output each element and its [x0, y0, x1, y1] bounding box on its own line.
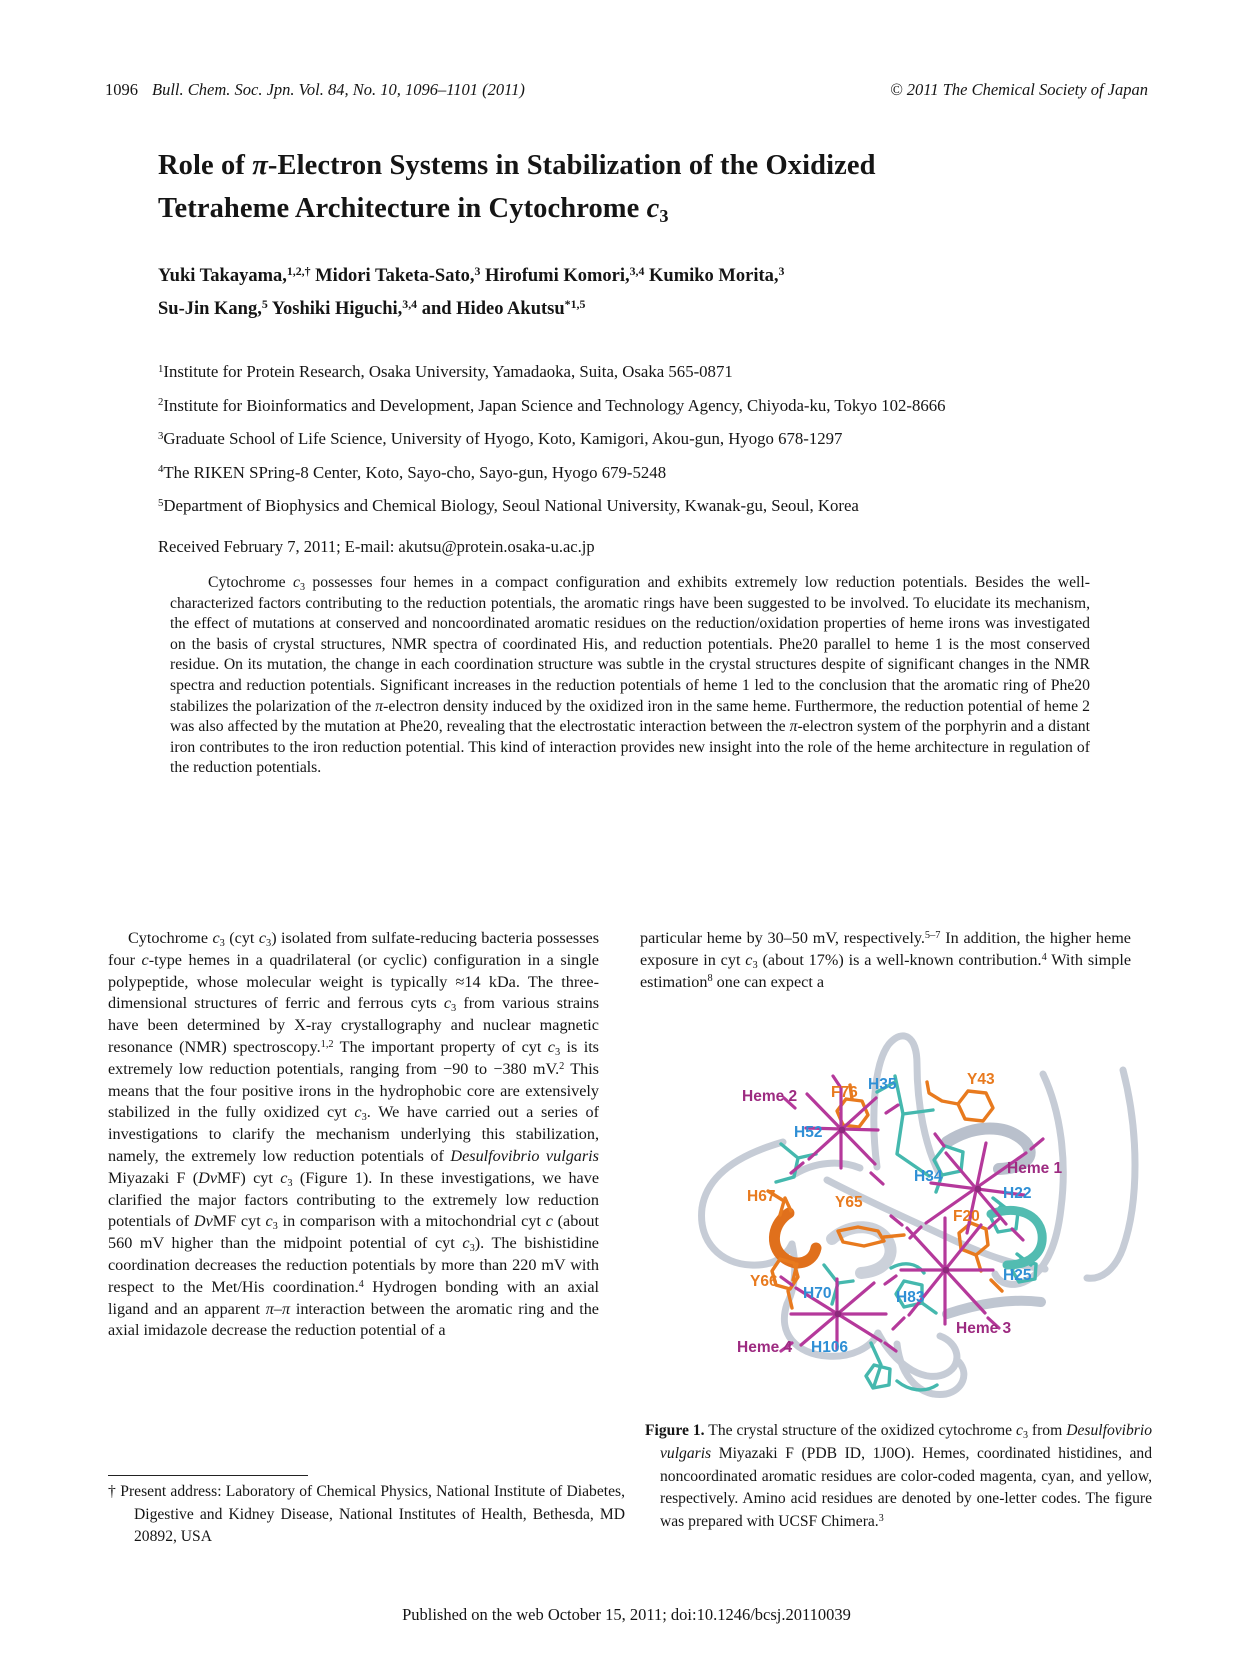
figure-label-h67: H67 — [747, 1188, 776, 1205]
journal-info: Bull. Chem. Soc. Jpn. Vol. 84, No. 10, 1096–1101 (2011) — [152, 80, 525, 99]
figure-label-heme-1: Heme 1 — [1007, 1160, 1063, 1177]
affiliation-line: $^5$Department of Biophysics and Chemical Biology, Seoul National University, Kwanak-gu, Seoul, Korea — [158, 496, 859, 515]
figure-label-y66: Y66 — [750, 1273, 778, 1290]
figure-label-h34: H34 — [914, 1168, 943, 1185]
body-right-column: particular heme by 30–50 mV, respectively.$^{5-7}$ In addition, the higher heme exposure in cyt $c_3$ (about 17%) is a well-known contribution.$^4$ With simple estimation$^8$ one can expect a — [640, 929, 1131, 991]
figure-label-h52: H52 — [794, 1124, 823, 1141]
article-title-line2: Tetraheme Architecture in Cytochrome $c_3$ — [158, 193, 669, 227]
affiliation-line: $^3$Graduate School of Life Science, University of Hyogo, Koto, Kamigori, Akou-gun, Hyogo 678-1297 — [158, 429, 843, 448]
article-title-line1: Role of π-Electron Systems in Stabilization of the Oxidized — [158, 150, 876, 181]
figure-panel — [645, 1012, 1165, 1404]
publication-footer: Published on the web October 15, 2011; doi:10.1246/bcsj.20110039 — [402, 1605, 851, 1624]
figure-label-y65: Y65 — [835, 1194, 863, 1211]
author-line2: Su-Jin Kang,$^5$ Yoshiki Higuchi,$^{3,4}$ and Hideo Akutsu$^{*1,5}$ — [158, 297, 586, 319]
author-line1: Yuki Takayama,$^{1,2,\dagger}$ Midori Taketa-Sato,$^3$ Hirofumi Komori,$^{3,4}$ Kumiko Morita,$^3$ — [158, 264, 785, 286]
footnote-rule — [108, 1475, 308, 1476]
affiliations — [158, 355, 1068, 523]
article-title — [158, 144, 1068, 230]
affiliation-line: $^4$The RIKEN SPring-8 Center, Koto, Sayo-cho, Sayo-gun, Hyogo 679-5248 — [158, 462, 667, 482]
affiliation-line: $^1$Institute for Protein Research, Osaka University, Yamadaoka, Suita, Osaka 565-0871 — [158, 362, 733, 381]
figure-label-h83: H83 — [896, 1289, 925, 1306]
figure-label-h106: H106 — [811, 1339, 849, 1356]
figure-label-heme-3: Heme 3 — [956, 1320, 1012, 1337]
copyright-notice: © 2011 The Chemical Society of Japan — [890, 80, 1148, 99]
figure-label-f76: F76 — [831, 1084, 858, 1101]
page-header — [105, 80, 1148, 100]
footnote: † Present address: Laboratory of Chemical Physics, National Institute of Diabetes, Digestive and Kidney Disease, National Institutes of Health, Bethesda, MD 20892, USA — [108, 1483, 625, 1546]
figure-label-h70: H70 — [803, 1285, 832, 1302]
author-list — [158, 260, 1068, 326]
figure-label-y43: Y43 — [967, 1071, 995, 1088]
body-left-column: Cytochrome $c_3$ (cyt $c_3$) isolated from sulfate-reducing bacteria possesses four c-type hemes in a quadrilateral (or cyclic) configuration in a single polypeptide, whose molecular weight is typically ≈14 kDa. The three-dimensional structures of ferric and ferrous cyts $c_3$ from various strains have been determined by X-ray crystallography and nuclear magnetic resonance (NMR) spectroscopy.$^{1,2}$ The important property of cyt $c_3$ is its extremely low reduction potentials, ranging from −90 to −380 mV.$^2$ This means that the four positive irons in the hydrophobic core are extensively stabilized in the fully oxidized cyt $c_3$. We have carried out a series of investigations to clarify the mechanism underlying this stabilization, namely, the extremely low reduction potentials of Desulfovibrio vulgaris Miyazaki F (DvMF) cyt $c_3$ (Figure 1). In these investigations, we have clarified the major factors contributing to the extremely low reduction potentials of DvMF cyt $c_3$ in comparison with a mitochondrial cyt c (about 560 mV higher than the midpoint potential of cyt $c_3$). The bishistidine coordination decreases the reduction potentials by more than 220 mV with respect to the Met/His coordination.$^4$ Hydrogen bonding with an axial ligand and an apparent π–π interaction between the aromatic ring and the axial imidazole decrease the reduction potential of a — [108, 929, 600, 1340]
figure-label-h35: H35 — [868, 1076, 897, 1093]
affiliation-line: $^2$Institute for Bioinformatics and Development, Japan Science and Technology Agency, Chiyoda-ku, Tokyo 102-8666 — [158, 395, 946, 415]
figure-label-h25: H25 — [1003, 1267, 1032, 1284]
figure-label-heme-4: Heme 4 — [737, 1339, 793, 1356]
page-number: 1096 — [105, 80, 138, 99]
header-left — [105, 80, 525, 100]
figure-caption: Figure 1. The crystal structure of the oxidized cytochrome $c_3$ from Desulfovibrio vulgaris Miyazaki F (PDB ID, 1J0O). Hemes, coordinated histidines, and noncoordinated aromatic residues are color-coded magenta, cyan, and yellow, respectively. Amino acid residues are denoted by one-letter codes. The figure was prepared with UCSF Chimera.$^3$ — [645, 1422, 1152, 1531]
abstract: Cytochrome $c_3$ possesses four hemes in a compact configuration and exhibits extremely low reduction potentials. Besides the well-characterized factors contributing to the reduction potentials, the aromatic rings have been suggested to be involved. To elucidate its mechanism, the effect of mutations at conserved and noncoordinated aromatic residues on the reduction/oxidation properties of heme irons was investigated on the basis of crystal structures, NMR spectra of coordinated His, and reduction potentials. Phe20 parallel to heme 1 is the most conserved residue. On its mutation, the change in each coordination structure was subtle in the crystal structures despite of significant changes in the NMR spectra and reduction potentials. Significant increases in the reduction potentials of heme 1 led to the conclusion that the aromatic ring of Phe20 stabilizes the polarization of the π-electron density induced by the oxidized iron in the same heme. Furthermore, the reduction potential of heme 2 was also affected by the mutation at Phe20, revealing that the electrostatic interaction between the π-electron system of the porphyrin and a distant iron contributes to the iron reduction potential. This kind of interaction provides new insight into the role of the heme architecture in regulation of the reduction potentials. — [170, 574, 1090, 777]
figure-label-f20: F20 — [953, 1208, 980, 1225]
figure-label-heme-2: Heme 2 — [742, 1088, 798, 1105]
figure-label-h22: H22 — [1003, 1185, 1032, 1202]
received-line: Received February 7, 2011; E-mail: akutsu@protein.osaka-u.ac.jp — [158, 537, 595, 556]
figure-labels — [645, 1012, 1165, 1404]
